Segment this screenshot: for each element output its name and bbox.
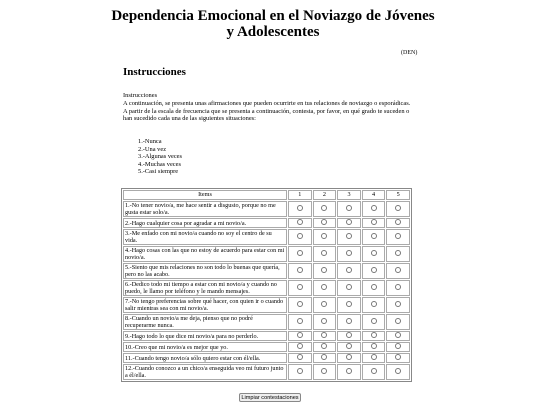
question-text: 3.-Me enfado con mi novio/a cuando no soy el centro de su vida. <box>123 229 287 245</box>
instructions-body: A continuación, se presenta unas afirmaciones que pueden ocurrirte en tus relaciones de noviazgo o esporádicas. A partir de la escala de frecuencia que se presenta a continuación, contesta, por favor, en qué grado te suceden o han sucedido cada una de las siguientes situaciones: <box>123 99 411 123</box>
table-row <box>123 263 410 279</box>
table-row <box>123 229 410 245</box>
radio-cell <box>337 297 361 313</box>
answer-radio-9-5[interactable] <box>395 332 401 338</box>
instructions-block <box>123 92 413 123</box>
table-row <box>123 342 410 352</box>
radio-cell <box>337 280 361 296</box>
answer-radio-3-4[interactable] <box>371 233 377 239</box>
radio-cell <box>288 280 312 296</box>
radio-cell <box>313 342 337 352</box>
radio-cell <box>313 280 337 296</box>
radio-cell <box>386 297 410 313</box>
answer-radio-8-4[interactable] <box>371 318 377 324</box>
frequency-scale <box>138 138 182 176</box>
radio-cell <box>288 229 312 245</box>
radio-cell <box>313 229 337 245</box>
radio-cell <box>362 201 386 217</box>
radio-cell <box>362 229 386 245</box>
radio-cell <box>288 364 312 380</box>
answer-radio-10-5[interactable] <box>395 343 401 349</box>
table-row <box>123 246 410 262</box>
scale-code: (DEN) <box>401 50 418 56</box>
radio-cell <box>288 246 312 262</box>
answer-radio-11-5[interactable] <box>395 354 401 360</box>
answer-radio-8-3[interactable] <box>346 318 352 324</box>
radio-cell <box>362 297 386 313</box>
radio-cell <box>386 364 410 380</box>
radio-cell <box>386 314 410 330</box>
radio-cell <box>386 218 410 228</box>
answer-radio-7-2[interactable] <box>321 301 327 307</box>
table-row <box>123 201 410 217</box>
answer-radio-8-2[interactable] <box>321 318 327 324</box>
radio-cell <box>313 246 337 262</box>
radio-cell <box>337 364 361 380</box>
table-row <box>123 364 410 380</box>
radio-cell <box>288 218 312 228</box>
answer-radio-2-5[interactable] <box>395 219 401 225</box>
radio-cell <box>337 246 361 262</box>
radio-cell <box>337 201 361 217</box>
radio-cell <box>313 331 337 341</box>
radio-cell <box>313 218 337 228</box>
answer-radio-5-3[interactable] <box>346 267 352 273</box>
answer-radio-9-4[interactable] <box>371 332 377 338</box>
radio-cell <box>313 263 337 279</box>
answer-radio-1-2[interactable] <box>321 205 327 211</box>
radio-cell <box>288 342 312 352</box>
answer-radio-2-1[interactable] <box>297 219 303 225</box>
answer-radio-7-3[interactable] <box>346 301 352 307</box>
answer-radio-6-1[interactable] <box>297 284 303 290</box>
scale-item: 4.-Muchas veces <box>138 160 181 168</box>
answer-radio-5-2[interactable] <box>321 267 327 273</box>
answer-radio-11-1[interactable] <box>297 354 303 360</box>
radio-cell <box>386 201 410 217</box>
question-text: 10.-Creo que mi novio/a es mejor que yo. <box>123 342 287 352</box>
radio-cell <box>337 342 361 352</box>
question-text: 2.-Hago cualquier cosa por agradar a mi novio/a. <box>123 218 287 228</box>
answer-radio-1-4[interactable] <box>371 205 377 211</box>
radio-cell <box>362 353 386 363</box>
items-table <box>121 188 412 382</box>
radio-cell <box>362 246 386 262</box>
answer-radio-10-1[interactable] <box>297 343 303 349</box>
answer-radio-6-2[interactable] <box>321 284 327 290</box>
answer-radio-1-5[interactable] <box>395 205 401 211</box>
answer-radio-11-2[interactable] <box>321 354 327 360</box>
radio-cell <box>288 201 312 217</box>
radio-cell <box>386 280 410 296</box>
radio-cell <box>362 280 386 296</box>
question-text: 6.-Dedico todo mi tiempo a estar con mi novio/a y cuando no puedo, le llamo por teléfono y le mando mensajes. <box>123 280 287 296</box>
instructions-heading: Instrucciones <box>123 92 158 99</box>
radio-cell <box>386 342 410 352</box>
radio-cell <box>288 353 312 363</box>
table-row <box>123 280 410 296</box>
question-text: 11.-Cuando tengo novio/a sólo quiero estar con él/ella. <box>123 353 287 363</box>
header-items: Items <box>123 190 287 200</box>
question-text: 9.-Hago todo lo que dice mi novio/a para no perderlo. <box>123 331 287 341</box>
question-text: 1.-No tener novio/a, me hace sentir a disgusto, porque no me gusta estar solo/a. <box>123 201 287 217</box>
answer-radio-1-1[interactable] <box>297 205 303 211</box>
radio-cell <box>313 314 337 330</box>
answer-radio-9-2[interactable] <box>321 332 327 338</box>
radio-cell <box>313 201 337 217</box>
radio-cell <box>288 331 312 341</box>
radio-cell <box>362 342 386 352</box>
table-row <box>123 297 410 313</box>
answer-radio-6-5[interactable] <box>395 284 401 290</box>
header-col-5: 5 <box>386 190 410 200</box>
answer-radio-5-5[interactable] <box>395 267 401 273</box>
radio-cell <box>337 353 361 363</box>
header-col-2: 2 <box>313 190 337 200</box>
answer-radio-8-1[interactable] <box>297 318 303 324</box>
radio-cell <box>386 263 410 279</box>
table-header-row <box>123 190 410 200</box>
answer-radio-2-3[interactable] <box>346 219 352 225</box>
radio-cell <box>362 364 386 380</box>
answer-radio-11-3[interactable] <box>346 354 352 360</box>
answer-radio-1-3[interactable] <box>346 205 352 211</box>
question-text: 5.-Siento que mis relaciones no son todo lo buenas que quería, pero no las acabo. <box>123 263 287 279</box>
reset-answers-button[interactable]: Limpiar contestaciones <box>239 393 301 402</box>
radio-cell <box>337 314 361 330</box>
question-text: 4.-Hago cosas con las que no estoy de acuerdo para estar con mi novio/a. <box>123 246 287 262</box>
radio-cell <box>362 218 386 228</box>
answer-radio-10-2[interactable] <box>321 343 327 349</box>
answer-radio-6-4[interactable] <box>371 284 377 290</box>
radio-cell <box>288 263 312 279</box>
answer-radio-12-2[interactable] <box>321 368 327 374</box>
page-title: Dependencia Emocional en el Noviazgo de Jóvenes y Adolescentes <box>111 8 435 40</box>
answer-radio-2-4[interactable] <box>371 219 377 225</box>
answer-radio-7-4[interactable] <box>371 301 377 307</box>
answer-radio-9-1[interactable] <box>297 332 303 338</box>
answer-radio-3-3[interactable] <box>346 233 352 239</box>
answer-radio-3-5[interactable] <box>395 233 401 239</box>
radio-cell <box>313 353 337 363</box>
section-title: Instrucciones <box>123 66 186 78</box>
radio-cell <box>386 353 410 363</box>
radio-cell <box>337 218 361 228</box>
answer-radio-7-1[interactable] <box>297 301 303 307</box>
radio-cell <box>386 229 410 245</box>
answer-radio-5-1[interactable] <box>297 267 303 273</box>
radio-cell <box>386 331 410 341</box>
scale-item: 5.-Casi siempre <box>138 168 179 176</box>
table-row <box>123 331 410 341</box>
answer-radio-2-2[interactable] <box>321 219 327 225</box>
answer-radio-10-4[interactable] <box>371 343 377 349</box>
answer-radio-4-5[interactable] <box>395 250 401 256</box>
answer-radio-12-1[interactable] <box>297 368 303 374</box>
scale-item: 2.-Una vez <box>138 145 167 153</box>
answer-radio-4-3[interactable] <box>346 250 352 256</box>
header-col-4: 4 <box>362 190 386 200</box>
answer-radio-4-1[interactable] <box>297 250 303 256</box>
answer-radio-6-3[interactable] <box>346 284 352 290</box>
radio-cell <box>362 263 386 279</box>
radio-cell <box>288 297 312 313</box>
answer-radio-3-1[interactable] <box>297 233 303 239</box>
radio-cell <box>337 229 361 245</box>
answer-radio-4-2[interactable] <box>321 250 327 256</box>
question-text: 12.-Cuando conozco a un chico/a enseguida veo mi futuro junto a él/ella. <box>123 364 287 380</box>
answer-radio-10-3[interactable] <box>346 343 352 349</box>
radio-cell <box>337 331 361 341</box>
table-row <box>123 314 410 330</box>
answer-radio-12-5[interactable] <box>395 368 401 374</box>
radio-cell <box>313 297 337 313</box>
answer-radio-3-2[interactable] <box>321 233 327 239</box>
radio-cell <box>337 263 361 279</box>
radio-cell <box>288 314 312 330</box>
table-row <box>123 218 410 228</box>
answer-radio-8-5[interactable] <box>395 318 401 324</box>
answer-radio-5-4[interactable] <box>371 267 377 273</box>
answer-radio-9-3[interactable] <box>346 332 352 338</box>
radio-cell <box>362 314 386 330</box>
scale-item: 1.-Nunca <box>138 138 162 145</box>
header-col-1: 1 <box>288 190 312 200</box>
question-text: 8.-Cuando un novio/a me deja, pienso que no podré recuperarme nunca. <box>123 314 287 330</box>
answer-radio-7-5[interactable] <box>395 301 401 307</box>
radio-cell <box>362 331 386 341</box>
question-text: 7.-No tengo preferencias sobre qué hacer, con quien ir o cuando salir mientras sea con mi novio/a. <box>123 297 287 313</box>
answer-radio-12-4[interactable] <box>371 368 377 374</box>
scale-item: 3.-Algunas veces <box>138 153 183 161</box>
answer-radio-4-4[interactable] <box>371 250 377 256</box>
table-row <box>123 353 410 363</box>
answer-radio-12-3[interactable] <box>346 368 352 374</box>
radio-cell <box>313 364 337 380</box>
header-col-3: 3 <box>337 190 361 200</box>
answer-radio-11-4[interactable] <box>371 354 377 360</box>
radio-cell <box>386 246 410 262</box>
